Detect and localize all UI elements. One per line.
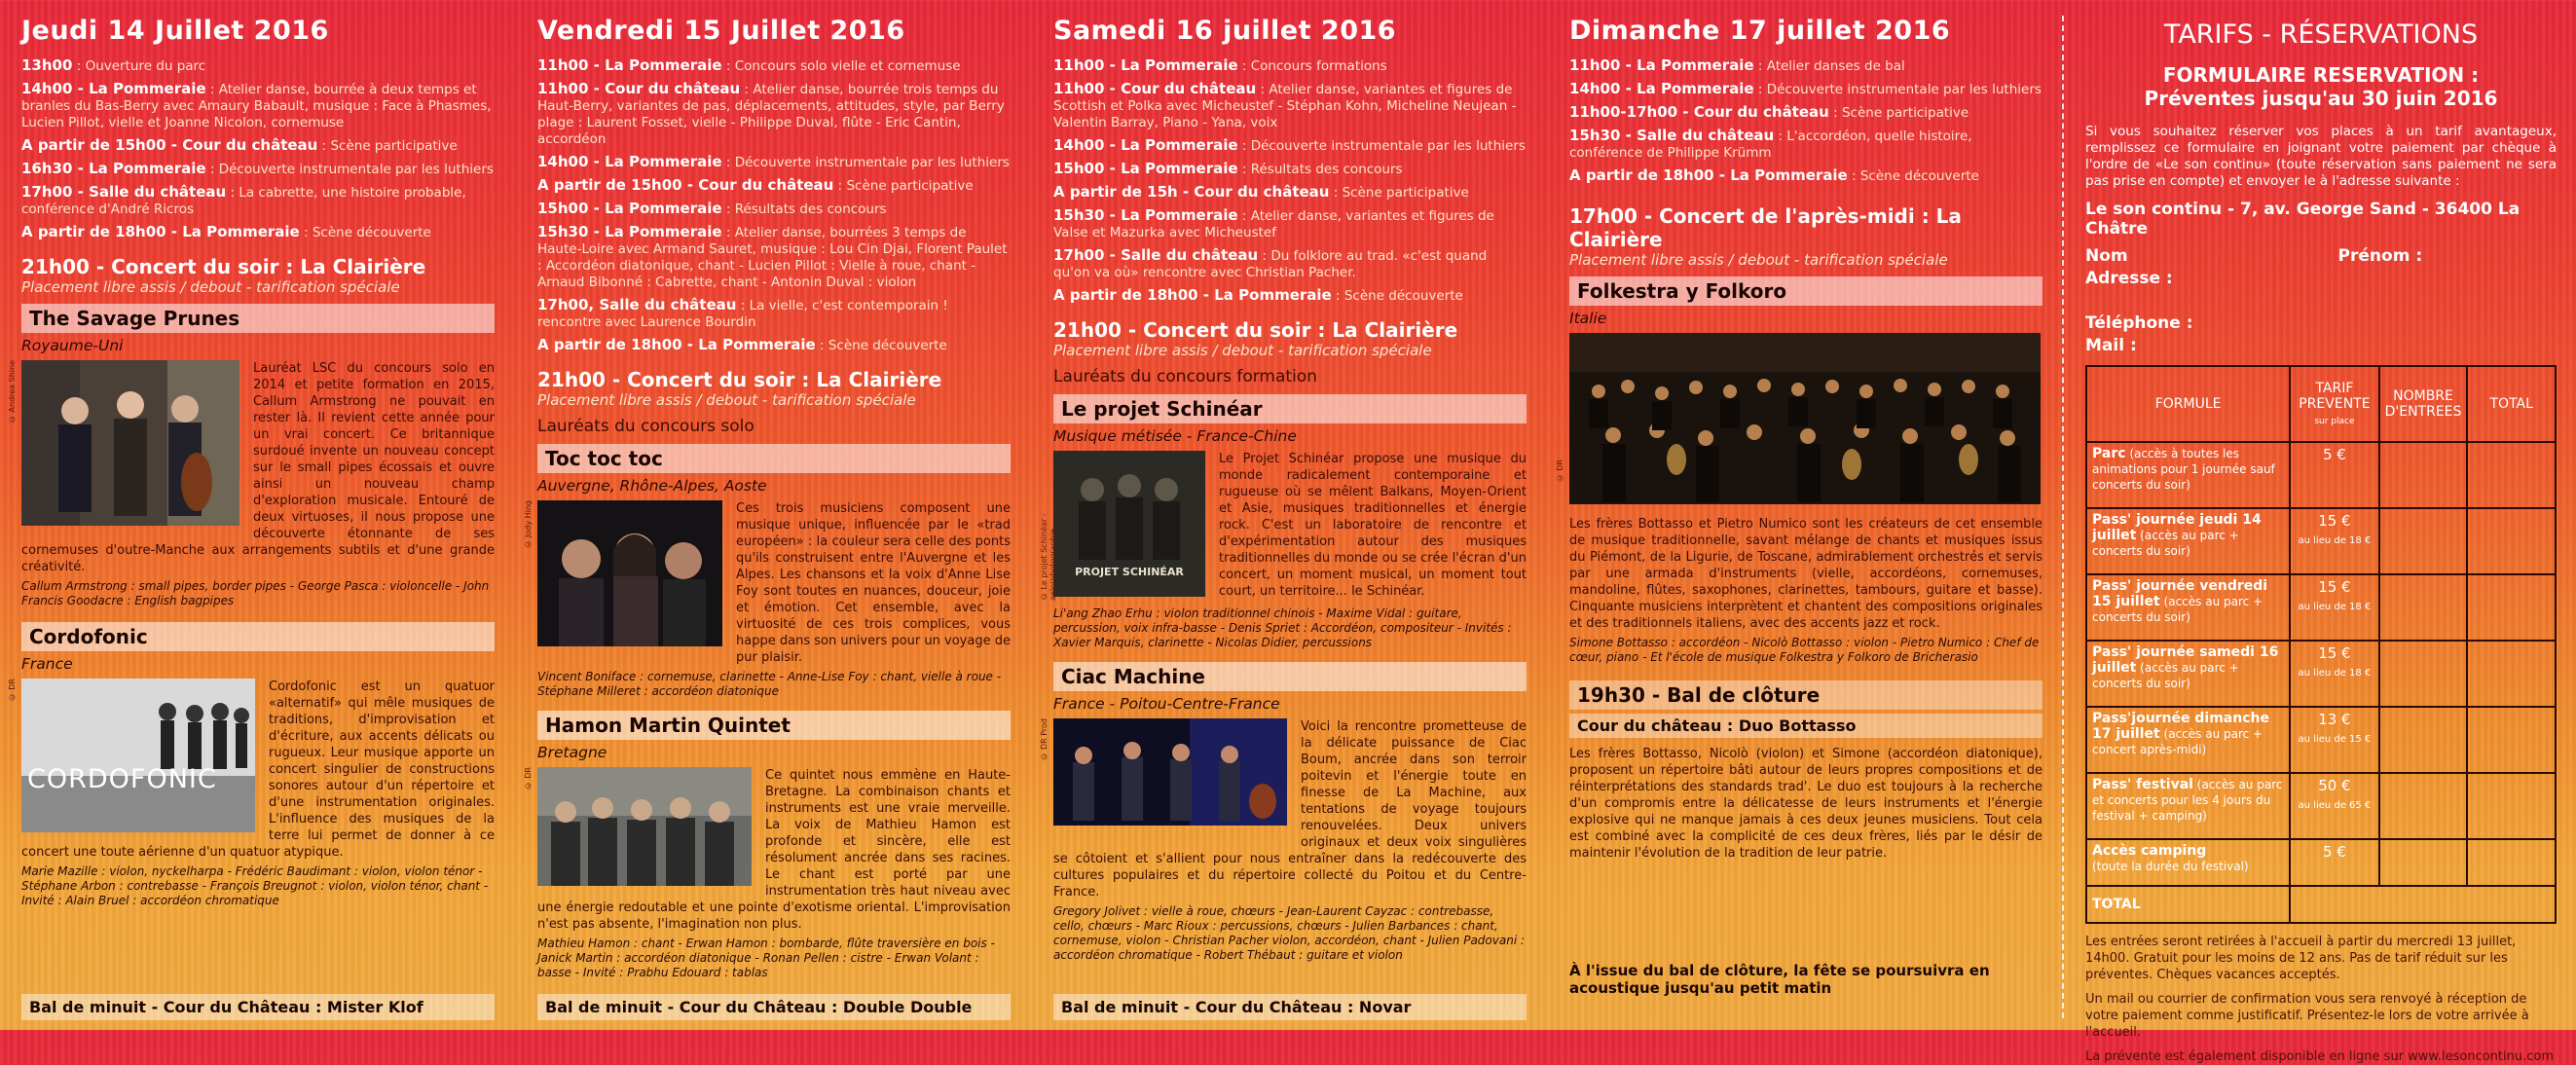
concert-block — [1053, 318, 1527, 359]
event-item — [21, 224, 495, 241]
form-title: FORMULAIRE RESERVATION : — [2162, 63, 2480, 87]
day-title: Samedi 16 juillet 2016 — [1053, 16, 1397, 46]
header-nombre: NOMBRE D'ENTREES — [2379, 366, 2468, 442]
event-item — [537, 154, 1011, 171]
event-time: 15h30 - La Pommeraie — [1053, 206, 1238, 224]
event-time: A partir de 15h00 - Cour du château — [537, 176, 834, 194]
event-item — [21, 161, 495, 178]
header-note: sur place — [2314, 417, 2355, 426]
event-list — [1569, 57, 2042, 185]
ciac-machine-photo — [1053, 718, 1287, 826]
formule-label: Pass' journée samedi 16 juillet — [2092, 644, 2279, 676]
table-row — [2086, 508, 2556, 574]
photo-credit: © Andrea Shine — [8, 360, 17, 424]
price-cell — [2290, 574, 2378, 641]
quantity-input[interactable] — [2379, 508, 2468, 574]
photo-credit: © Le projet Schinéar - aelorphotographie — [1040, 513, 1057, 601]
event-desc: : Atelier danses de bal — [1753, 58, 1905, 74]
band-photo — [1040, 718, 1287, 829]
event-item — [1053, 161, 1527, 178]
event-desc: : Ouverture du parc — [72, 58, 206, 74]
event-desc: : Découverte instrumentale par les luthiers — [1753, 82, 2042, 97]
price: 15 € — [2318, 644, 2351, 662]
formule-cell — [2086, 574, 2290, 641]
total-input[interactable] — [2467, 839, 2556, 886]
event-item — [21, 57, 495, 75]
table-header — [2086, 366, 2556, 442]
prenom-field[interactable]: Prénom : — [2337, 246, 2423, 266]
concert-block — [21, 255, 495, 296]
total-input[interactable] — [2467, 707, 2556, 773]
price: 50 € — [2318, 777, 2351, 794]
formule-detail: (accès au parc et concerts pour les 4 jours du festival + camping) — [2092, 778, 2283, 823]
cordofonic-photo — [21, 679, 255, 832]
event-desc: : Concours solo vielle et cornemuse — [721, 58, 961, 74]
price-cell — [2290, 773, 2378, 839]
band-credits: Vincent Boniface : cornemuse, clarinette - Anne-Lise Foy : chant, vielle à roue - Stéphane Milleret : accordéon diatonique — [537, 670, 1002, 698]
day-title: Vendredi 15 Juillet 2016 — [537, 16, 905, 46]
band-credits: Simone Bottasso : accordéon - Nicolò Bottasso : violon - Pietro Numico : Chef de cœur, piano - Et l'école de musique Folkestra y Folkoro de Bricherasio — [1569, 636, 2040, 664]
band-description: Les frères Bottasso et Pietro Numico sont les créateurs de cet ensemble de musique traditionnelle, savant mélange de chants et musiques issus du Piémont, de la Ligurie, de Toscane, admirablement orchestrés et servis par une armada d'instruments (vielle, accordéons, cornemuses, mandoline, flûtes, saxophones, clarinettes, tambours, guitare et basse). Cinquante musiciens interprètent et chantent des compositions originales et des traditionnels italiens, avec des accents jazz et rock. — [1569, 517, 2042, 631]
band-description: Ce quintet nous emmène en Haute-Bretagne. La combinaison chants et instruments est une vraie merveille. La voix de Mathieu Hamon est profonde et sincère, elle est résolument ancrée dans ses racines. Le chant est porté par une instrumentation très haut niveau avec une énergie redoutable et une pointe d'exotisme oriental. L'improvisation n'est pas absente, l'imagination non plus. — [537, 768, 1011, 932]
event-time: 17h00 - Salle du château — [21, 183, 227, 201]
price: 5 € — [2322, 446, 2346, 463]
event-desc: : Scène participative — [317, 138, 458, 154]
price-note: au lieu de 18 € — [2298, 535, 2372, 546]
event-item — [1569, 81, 2042, 98]
quantity-input[interactable] — [2379, 707, 2468, 773]
toc-toc-toc-photo — [537, 500, 722, 646]
event-item — [1569, 128, 2042, 162]
formule-label: Pass'journée dimanche 17 juillet — [2092, 711, 2269, 742]
event-desc: : La vielle, c'est contemporain ! rencontre avec Laurence Bourdin — [537, 298, 948, 330]
concert-block — [537, 368, 1011, 409]
nom-field[interactable]: Nom — [2085, 246, 2128, 266]
formule-cell — [2086, 442, 2290, 508]
cloture-description: Les frères Bottasso, Nicolò (violon) et Simone (accordéon diatonique), proposent un répertoire bâti autour de leurs propres compositions et de réinterprétations des standards trad'. Le duo est toujours à la recherche d'un compromis entre la délicatesse de leurs instruments et l'énergie explosive qui ne manque jamais à ces deux jeunes musiciens. Tout cela est combiné avec la complicité de ces deux frères, liés par le désir de maintenir l'évolution de la tradition de leur patrie. — [1569, 747, 2042, 861]
price-note: au lieu de 18 € — [2298, 668, 2372, 679]
table-row — [2086, 442, 2556, 508]
event-desc: : L'accordéon, quelle histoire, conférence de Philippe Krümm — [1569, 129, 1972, 161]
band-photo — [524, 500, 722, 650]
event-desc: : Atelier danse, bourrée trois temps du Haut-Berry, variantes de pas, déplacements, attitudes, style, par Berry plage : Laurent Fosset, vielle - Philippe Duval, flûte - Eric Cantin, accordéon — [537, 82, 1005, 147]
tarifs-title: TARIFS - RÉSERVATIONS — [2163, 19, 2479, 50]
event-desc: : Scène participative — [1329, 185, 1469, 201]
photo-credit: © DR — [1556, 459, 1564, 483]
event-item — [537, 224, 1011, 291]
event-time: A partir de 15h - Cour du château — [1053, 183, 1330, 201]
column-saturday — [1032, 0, 1546, 1030]
band-origin: France - Poitou-Centre-France — [1053, 695, 1280, 713]
event-item — [1053, 81, 1527, 131]
price-cell — [2290, 641, 2378, 707]
footer-notes — [2085, 934, 2557, 1065]
event-item — [1053, 247, 1527, 281]
band-credits: Callum Armstrong : small pipes, border pipes - George Pasca : violoncelle - John Francis Goodacre : English bagpipes — [21, 579, 490, 607]
mail-field[interactable]: Mail : — [2085, 336, 2137, 355]
event-time: 13h00 — [21, 56, 73, 74]
placement-note: Placement libre assis / debout - tarification spéciale — [537, 391, 916, 409]
postal-address: Le son continu - 7, av. George Sand - 36400 La Châtre — [2085, 200, 2521, 239]
event-desc: : Scène découverte — [1331, 288, 1463, 304]
band-name: Cordofonic — [21, 622, 495, 651]
event-time: A partir de 18h00 - La Pommeraie — [1569, 166, 1848, 184]
band-origin: Royaume-Uni — [21, 337, 124, 354]
savage-prunes-photo — [21, 360, 239, 526]
band-photo — [8, 679, 255, 836]
band-credits: Mathieu Hamon : chant - Erwan Hamon : bombarde, flûte traversière en bois - Janick Martin : accordéon diatonique - Ronan Pellen : cistre - Erwan Volant : basse - Invité : Prabhu Edouard : tablas — [537, 936, 995, 979]
final-note: À l'issue du bal de clôture, la fête se poursuivra en acoustique jusqu'au petit matin — [1569, 962, 1990, 997]
column-thursday — [0, 0, 514, 1030]
quantity-input[interactable] — [2379, 839, 2468, 886]
band-block — [1040, 718, 1527, 900]
placement-note: Placement libre assis / debout - tarification spéciale — [1569, 251, 1948, 269]
quantity-input[interactable] — [2379, 641, 2468, 707]
band-photo — [524, 767, 752, 890]
price: 15 € — [2318, 512, 2351, 530]
event-time: 11h00 - La Pommeraie — [1053, 56, 1238, 74]
column-sunday — [1548, 0, 2062, 1030]
price: 15 € — [2318, 578, 2351, 596]
event-time: 11h00-17h00 - Cour du château — [1569, 103, 1829, 121]
total-input[interactable] — [2467, 773, 2556, 839]
event-desc: : Atelier danse, variantes et figures de Scottish et Polka avec Micheustef - Stéphan Kohn, Micheline Neujean - Valentin Barray, Piano - Yana, voix — [1053, 82, 1517, 130]
event-item — [1053, 137, 1527, 155]
laureats: Lauréats du concours solo — [537, 417, 754, 436]
price-note: au lieu de 65 € — [2298, 800, 2372, 811]
event-item — [537, 297, 1011, 331]
formule-detail: (accès à toutes les animations pour 1 journée sauf concerts du soir) — [2092, 447, 2275, 492]
header-total: TOTAL — [2467, 366, 2556, 442]
event-desc: : Atelier danse, bourrées 3 temps de Haute-Loire avec Armand Sauret, musique : Lou Cin Djai, Florent Paulet : Accordéon diatonique, chant - Lucien Pillot : Vielle à roue, chant - Arnaud Bibonné : Cabrette, chant - Antonin Duval : violon — [537, 225, 1008, 290]
total-input[interactable] — [2467, 574, 2556, 641]
event-item — [537, 337, 1011, 354]
event-item — [1569, 104, 2042, 122]
table-row — [2086, 641, 2556, 707]
cordofonic-logo: CORDOFONIC — [27, 764, 217, 794]
event-time: 11h00 - La Pommeraie — [1569, 56, 1754, 74]
bal-minuit: Bal de minuit - Cour du Château : Mister Klof — [21, 994, 495, 1020]
band-name: Toc toc toc — [537, 444, 1011, 473]
band-description: Cordofonic est un quatuor «alternatif» qui mêle musiques de traditions, d'improvisation et d'écriture, aux accents délicats ou rugueux. Leur musique apporte un concert singulier de constructions sonores autour d'un répertoire et d'une instrumentation originales. L'influence des musiques de la terre lui permet de donner à ce concert une toute aérienne d'un quatuor atypique. — [21, 679, 495, 860]
band-name: Hamon Martin Quintet — [537, 711, 1011, 740]
band-description: Lauréat LSC du concours solo en 2014 et petite formation en 2015, Callum Armstrong ne pouvait en rester là. Il revient cette année pour un vrai concert. Ce britannique surdoué invente un nouveau concept sur le small pipes écossais et ouvre ainsi un nouveau champ d'exploration musicale. Entouré de deux virtuoses, il nous propose une découverte étonnante de ses cornemuses d'outre-Manche aux arrangements subtils et d'une grande créativité. — [21, 361, 495, 574]
table-row — [2086, 574, 2556, 641]
band-origin: Musique métisée - France-Chine — [1053, 427, 1297, 445]
table-row-total — [2086, 886, 2556, 923]
event-item — [21, 81, 495, 131]
header-formule: FORMULE — [2086, 366, 2290, 442]
folkestra-photo — [1569, 333, 2041, 504]
band-description: Voici la rencontre prometteuse de la délicate puissance de Ciac Boum, ancrée dans son terroir poitevin et l'énergie toute en finesse de La Machine, aux tentations de voyage toujours renouvelées. Deux univers originaux et deux voix singulières se côtoient et s'allient pour nous entraîner dans la redécouverte des cultures populaires et du répertoire collecté du Poitou et du Centre-France. — [1053, 719, 1527, 900]
column-tarifs — [2064, 0, 2576, 1064]
grand-total-input[interactable] — [2290, 886, 2556, 923]
band-block — [524, 500, 1011, 666]
formule-detail: (accès au parc + concert après-midi) — [2092, 727, 2263, 756]
band-description: Ces trois musiciens composent une musique unique, influencée par le «trad européen» : la couleur sera celle des ponts qu'ils construisent entre l'Auvergne et les Alpes. Les chansons et la voix d'Anne Lise Foy sont toutes en nuances, douceur, joie et émotion. Cet ensemble, avec la virtuosité de ces trois complices, vous happe dans son univers pour un voyage de pur plaisir. — [736, 501, 1011, 665]
event-desc: : Résultats des concours — [721, 202, 887, 217]
event-desc: : Atelier danse, bourrée à deux temps et branles du Bas-Berry avec Amaury Babault, musique : Face à Phasmes, Lucien Pillot, vielle et Joanne Nicolon, cornemuse — [21, 82, 492, 130]
cloture-subtitle: Cour du château : Duo Bottasso — [1569, 714, 2042, 738]
formule-label: Pass' festival — [2092, 777, 2193, 792]
band-block — [1040, 451, 1527, 601]
price: 13 € — [2318, 711, 2351, 728]
formule-label: Parc — [2092, 446, 2126, 461]
table-row — [2086, 839, 2556, 886]
band-block — [524, 767, 1011, 933]
band-origin: Auvergne, Rhône-Alpes, Aoste — [537, 477, 767, 495]
event-desc: : La cabrette, une histoire probable, conférence d'André Ricros — [21, 185, 466, 217]
band-name: Le projet Schinéar — [1053, 394, 1527, 423]
concert-title: 21h00 - Concert du soir : La Clairière — [1053, 318, 1458, 342]
footer-note-online: La prévente est également disponible en ligne sur www.lesoncontinu.com — [2085, 1049, 2554, 1064]
formule-label: Pass' journée vendredi 15 juillet — [2092, 578, 2268, 609]
event-item — [1053, 57, 1527, 75]
formule-label: Accès camping — [2092, 843, 2207, 859]
telephone-field[interactable]: Téléphone : — [2085, 313, 2193, 333]
event-time: 15h30 - Salle du château — [1569, 127, 1775, 144]
cloture-title: 19h30 - Bal de clôture — [1569, 680, 2042, 710]
event-time: 15h00 - La Pommeraie — [537, 200, 722, 217]
total-input[interactable] — [2467, 442, 2556, 508]
event-time: 17h00 - Salle du château — [1053, 246, 1259, 264]
table-row — [2086, 707, 2556, 773]
event-desc: : Scène découverte — [815, 338, 947, 353]
event-item — [1053, 287, 1527, 305]
prevente-deadline: Préventes jusqu'au 30 juin 2016 — [2144, 87, 2498, 110]
schinear-photo — [1053, 451, 1205, 597]
price-note: au lieu de 15 € — [2298, 734, 2372, 745]
event-time: 11h00 - La Pommeraie — [537, 56, 722, 74]
event-item — [1053, 207, 1527, 241]
event-item — [537, 201, 1011, 218]
event-desc: : Scène participative — [833, 178, 974, 194]
event-item — [21, 184, 495, 218]
event-desc: : Scène participative — [1828, 105, 1969, 121]
column-friday — [516, 0, 1030, 1030]
total-input[interactable] — [2467, 508, 2556, 574]
band-credits: Gregory Jolivet : vielle à roue, chœurs - Jean-Laurent Cayzac : contrebasse, cello, chœurs - Marc Rioux : percussions, chœurs - Julien Barbances : chant, cornemuse, violon - Christian Pacher violon, accordéon, chant - Julien Padovani : accordéon chromatique - Robert Thébaut : guitare et violon — [1053, 904, 1526, 962]
event-time: A partir de 18h00 - La Pommeraie — [1053, 286, 1332, 304]
band-origin: Bretagne — [537, 744, 607, 761]
name-row — [2085, 246, 2557, 266]
event-time: 14h00 - La Pommeraie — [21, 80, 206, 97]
bal-minuit: Bal de minuit - Cour du Château : Novar — [1053, 994, 1527, 1020]
laureats: Lauréats du concours formation — [1053, 367, 1317, 386]
header-tarif-label: TARIF PREVENTE — [2299, 381, 2371, 412]
formule-cell — [2086, 707, 2290, 773]
event-time: 14h00 - La Pommeraie — [1569, 80, 1754, 97]
band-credits: Marie Mazille : violon, nyckelharpa - Frédéric Baudimant : violon, violon ténor - Stéphane Arbon : contrebasse - François Breugnot : violon, violon ténor, chant - Invité : Alain Bruel : accordéon chromatique — [21, 864, 489, 907]
schinear-logo: PROJET SCHINÉAR — [1075, 566, 1184, 578]
formule-detail: (accès au parc + concerts du soir) — [2092, 595, 2263, 624]
event-time: 17h00, Salle du château — [537, 296, 737, 313]
total-label: TOTAL — [2086, 886, 2290, 923]
band-origin: Italie — [1569, 310, 1607, 327]
event-desc: : Découverte instrumentale par les luthiers — [205, 162, 494, 177]
formule-detail: (toute la durée du festival) — [2092, 860, 2249, 873]
quantity-input[interactable] — [2379, 442, 2468, 508]
band-block — [8, 360, 495, 575]
event-item — [21, 137, 495, 155]
event-item — [537, 81, 1011, 148]
band-block — [8, 679, 495, 861]
band-photo — [1040, 451, 1205, 601]
photo-credit: © DR Prod — [1040, 718, 1049, 761]
event-item — [537, 57, 1011, 75]
event-desc: : Découverte instrumentale par les luthiers — [1237, 138, 1526, 154]
event-time: 15h30 - La Pommeraie — [537, 223, 722, 240]
formule-cell — [2086, 641, 2290, 707]
band-photo — [1556, 333, 2042, 508]
band-name: Folkestra y Folkoro — [1569, 276, 2042, 306]
event-desc: : Concours formations — [1237, 58, 1387, 74]
concert-title: 21h00 - Concert du soir : La Clairière — [21, 255, 426, 278]
event-time: A partir de 18h00 - La Pommeraie — [537, 336, 816, 353]
placement-note: Placement libre assis / debout - tarification spéciale — [21, 278, 400, 296]
concert-title: 21h00 - Concert du soir : La Clairière — [537, 368, 942, 391]
hamon-martin-photo — [537, 767, 752, 886]
event-desc: : Découverte instrumentale par les luthiers — [721, 155, 1010, 170]
photo-credit: © DR — [8, 679, 17, 702]
price-cell — [2290, 707, 2378, 773]
formule-detail: (accès au parc + concerts du soir) — [2092, 529, 2239, 558]
adresse-field[interactable]: Adresse : — [2085, 269, 2173, 288]
event-list — [537, 57, 1011, 354]
event-time: 14h00 - La Pommeraie — [537, 153, 722, 170]
formule-detail: (accès au parc + concerts du soir) — [2092, 661, 2239, 690]
band-origin: France — [21, 655, 73, 673]
event-time: 11h00 - Cour du château — [537, 80, 741, 97]
formule-cell — [2086, 839, 2290, 886]
event-time: 14h00 - La Pommeraie — [1053, 136, 1238, 154]
event-list — [1053, 57, 1527, 305]
band-name: The Savage Prunes — [21, 304, 495, 333]
tarifs-table — [2085, 365, 2557, 924]
placement-note: Placement libre assis / debout - tarification spéciale — [1053, 342, 1432, 359]
quantity-input[interactable] — [2379, 574, 2468, 641]
event-item — [1569, 167, 2042, 185]
quantity-input[interactable] — [2379, 773, 2468, 839]
formule-label: Pass' journée jeudi 14 juillet — [2092, 512, 2262, 543]
bal-minuit: Bal de minuit - Cour du Château : Double Double — [537, 994, 1011, 1020]
concert-title: 17h00 - Concert de l'après-midi : La Clairière — [1569, 204, 1962, 251]
formule-cell — [2086, 773, 2290, 839]
event-time: 15h00 - La Pommeraie — [1053, 160, 1238, 177]
event-list — [21, 57, 495, 241]
event-time: 16h30 - La Pommeraie — [21, 160, 206, 177]
event-item — [1053, 184, 1527, 202]
event-item — [537, 177, 1011, 195]
event-desc: : Résultats des concours — [1237, 162, 1403, 177]
total-input[interactable] — [2467, 641, 2556, 707]
price-cell — [2290, 839, 2378, 886]
band-credits: Li'ang Zhao Erhu : violon traditionnel chinois - Maxime Vidal : guitare, percussion, voix infra-basse - Denis Spriet : Accordéon, compositeur - Invités : Xavier Marquis, clarinette - Nicolas Didier, percussions — [1053, 606, 1512, 649]
price-cell — [2290, 442, 2378, 508]
event-time: A partir de 15h00 - Cour du château — [21, 136, 318, 154]
day-title: Dimanche 17 juillet 2016 — [1569, 16, 1951, 46]
day-title: Jeudi 14 Juillet 2016 — [21, 16, 329, 46]
price-note: au lieu de 18 € — [2298, 602, 2372, 612]
photo-credit: © Jody Hing — [524, 500, 533, 549]
event-desc: : Du folklore au trad. «c'est quand qu'on va où» rencontre avec Christian Pacher. — [1053, 248, 1488, 280]
event-desc: : Scène découverte — [1847, 168, 1979, 184]
concert-block — [1569, 204, 2042, 269]
form-intro: Si vous souhaitez réserver vos places à un tarif avantageux, remplissez ce formulaire en joignant votre paiement par chèque à l'ordre de «Le son continu» (toute réservation sans paiement ne sera pas prise en compte) et envoyer le à l'adresse suivante : — [2085, 124, 2557, 189]
event-desc: : Atelier danse, variantes et figures de Valse et Mazurka avec Micheustef — [1053, 208, 1494, 240]
event-desc: : Scène découverte — [299, 225, 431, 240]
price-cell — [2290, 508, 2378, 574]
header-tarif — [2290, 366, 2378, 442]
band-photo — [8, 360, 239, 530]
event-item — [1569, 57, 2042, 75]
footer-note-pickup: Les entrées seront retirées à l'accueil à partir du mercredi 13 juillet, 14h00. Gratuit pour les moins de 12 ans. Pas de tarif réduit sur les préventes. Chèques vacances acceptés. — [2085, 935, 2517, 982]
price: 5 € — [2322, 843, 2346, 861]
photo-credit: © DR — [524, 767, 533, 790]
event-time: A partir de 18h00 - La Pommeraie — [21, 223, 300, 240]
band-name: Ciac Machine — [1053, 662, 1527, 691]
table-row — [2086, 773, 2556, 839]
formule-cell — [2086, 508, 2290, 574]
footer-note-confirmation: Un mail ou courrier de confirmation vous sera renvoyé à réception de votre paiement comme justificatif. Présentez-le lors de votre arrivée à l'accueil. — [2085, 992, 2529, 1040]
event-time: 11h00 - Cour du château — [1053, 80, 1257, 97]
band-description: Le Projet Schinéar propose une musique du monde radicalement contemporaine et rugueuse où se mêlent Balkans, Moyen-Orient et Asie, musiques traditionnelles et énergie rock. C'est un laboratoire de rencontre et d'expérimentation autour des musiques traditionnelles du monde ou se crée l'écran d'un concert, un moment musical, un moment tout court, un territoire... le Schinéar. — [1219, 452, 1527, 599]
